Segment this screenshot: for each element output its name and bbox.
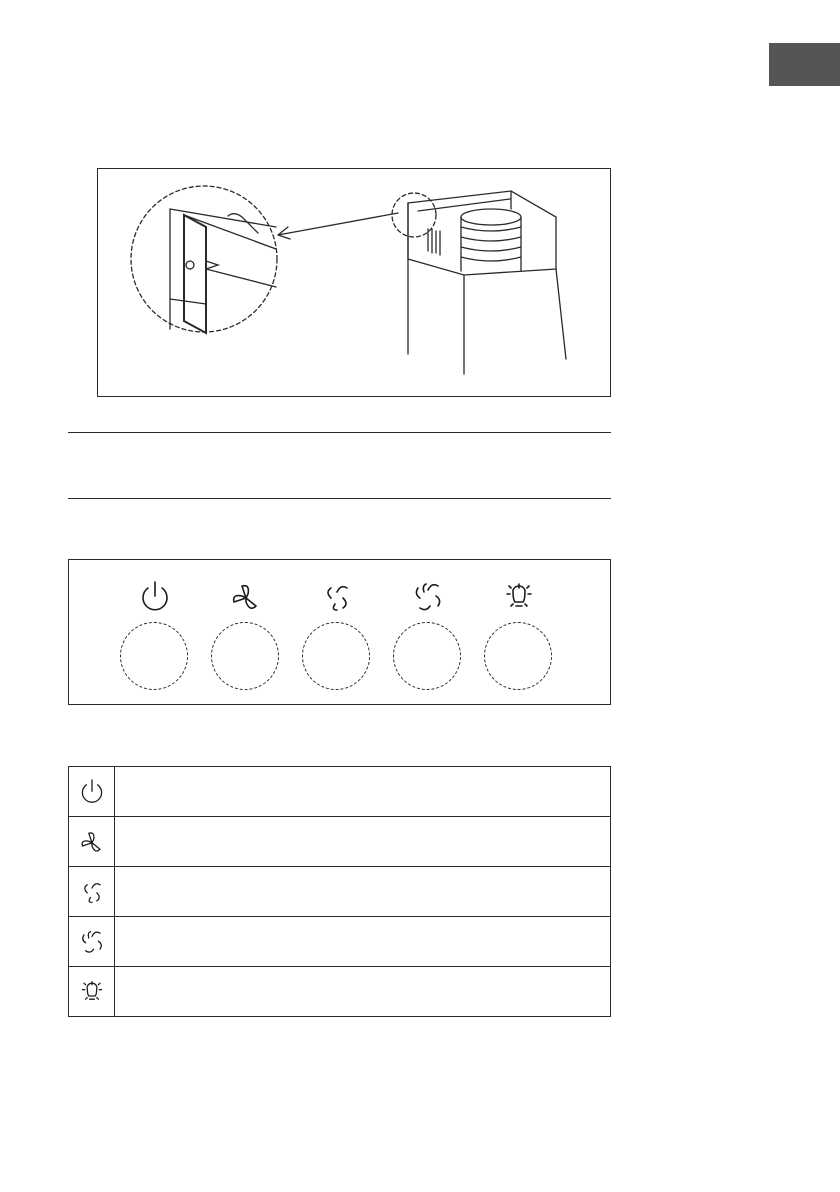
installation-figure: [97, 168, 611, 397]
fan-low-icon: [226, 578, 266, 616]
light-bulb-icon: [499, 578, 539, 616]
legend-description: [115, 867, 611, 917]
fan-medium-icon: [76, 876, 108, 908]
language-tab: [769, 43, 840, 86]
power-button[interactable]: [120, 622, 188, 690]
controls-legend-table: [68, 766, 611, 1017]
light-bulb-icon: [76, 976, 108, 1008]
fan-low-button-slot: [210, 578, 282, 693]
pointer-arrow: [278, 213, 398, 235]
zoom-detail-circle: [131, 186, 277, 333]
fan-low-icon: [76, 826, 108, 858]
legend-icon-cell: [69, 917, 115, 967]
fan-medium-button-slot: [301, 578, 373, 693]
legend-row-fan-low: [69, 817, 611, 867]
legend-row-light: [69, 967, 611, 1017]
power-button-slot: [119, 578, 191, 693]
legend-description: [115, 967, 611, 1017]
fan-low-button[interactable]: [211, 622, 279, 690]
fan-high-button[interactable]: [393, 622, 461, 690]
section-divider-bottom: [68, 498, 611, 499]
legend-description: [115, 817, 611, 867]
fan-high-icon: [408, 578, 448, 616]
light-button[interactable]: [484, 622, 552, 690]
fan-medium-icon: [317, 578, 357, 616]
section-divider-top: [68, 432, 611, 433]
light-button-slot: [483, 578, 555, 693]
fan-medium-button[interactable]: [302, 622, 370, 690]
legend-row-fan-high: [69, 917, 611, 967]
control-panel: [68, 559, 611, 705]
installation-illustration: [98, 169, 611, 397]
legend-description: [115, 917, 611, 967]
fan-high-button-slot: [392, 578, 464, 693]
legend-icon-cell: [69, 817, 115, 867]
legend-row-fan-medium: [69, 867, 611, 917]
legend-icon-cell: [69, 967, 115, 1017]
power-icon: [135, 578, 175, 616]
legend-row-power: [69, 767, 611, 817]
power-icon: [76, 776, 108, 808]
legend-icon-cell: [69, 767, 115, 817]
legend-description: [115, 767, 611, 817]
legend-icon-cell: [69, 867, 115, 917]
fan-high-icon: [76, 926, 108, 958]
hood-chimney: [392, 191, 566, 374]
